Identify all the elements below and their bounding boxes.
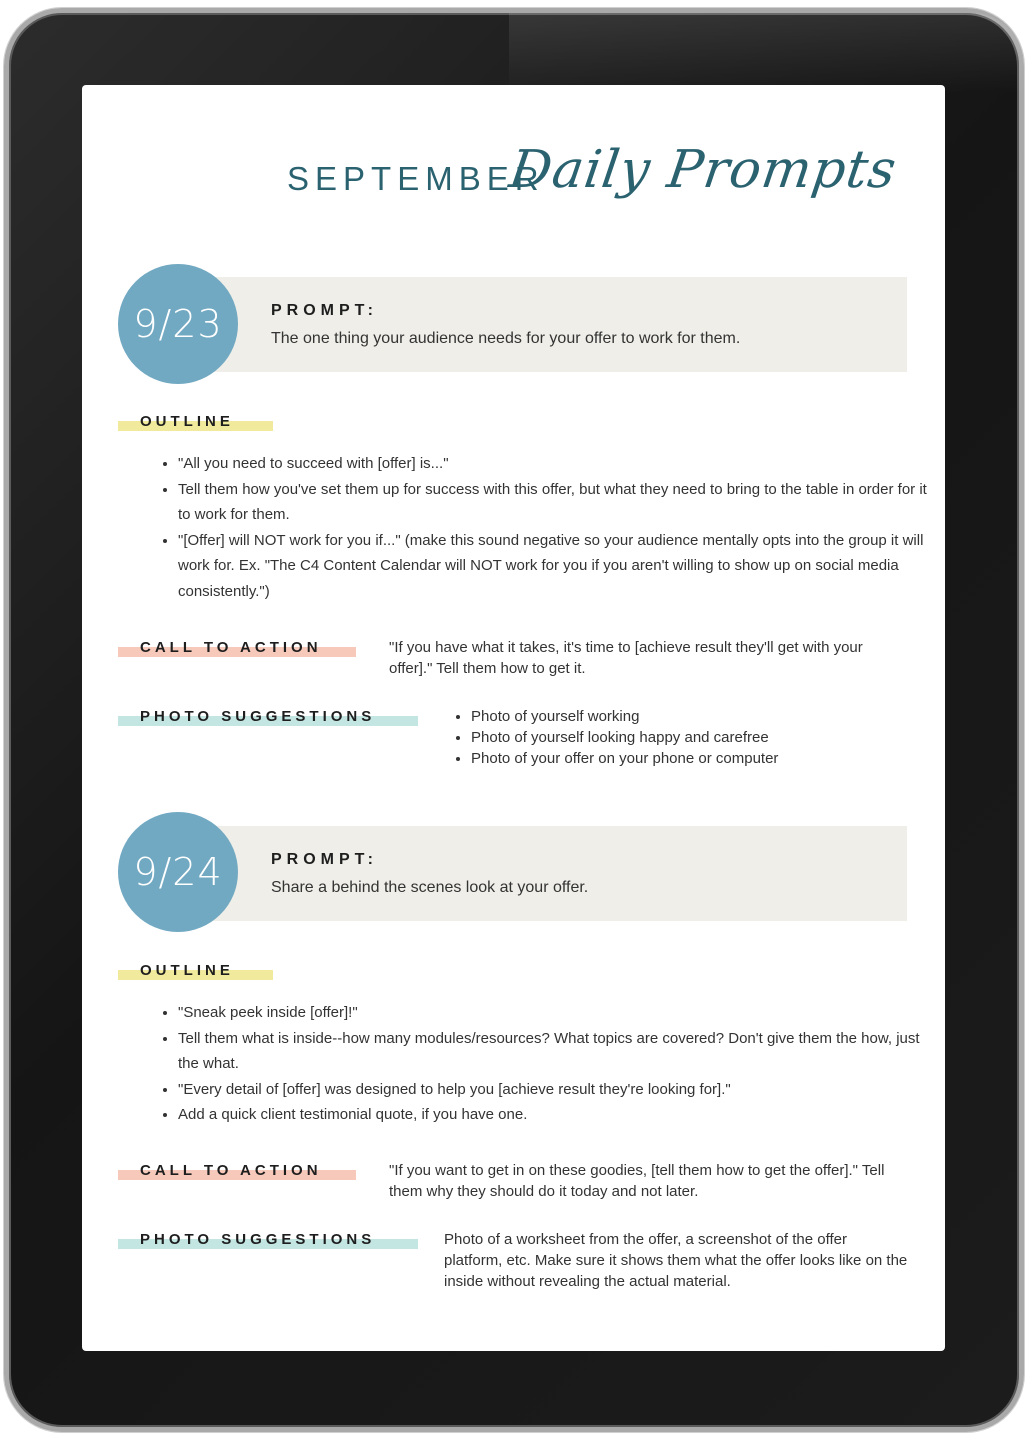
outline-list: [160, 1000, 928, 1128]
prompt-banner-923: [212, 277, 907, 372]
prompt-text: The one thing your audience needs for your offer to work for them.: [271, 330, 741, 347]
list-item: • Tell them what is inside--how many modules/resources? What topics are covered? Don't give them the how, just the what.: [178, 1026, 928, 1077]
title-month: SEPTEMBER: [287, 160, 545, 197]
cta-heading: CALL TO ACTION: [118, 637, 356, 659]
prompt-label: PROMPT:: [271, 302, 378, 319]
list-item: • "[Offer] will NOT work for you if..." (make this sound negative so your audience mentally opts into the group it will work for. Ex. "The C4 Content Calendar will NOT work for you if you aren't willing to show up on social media consistently."): [178, 528, 928, 605]
list-item: • Photo of yourself working: [471, 706, 778, 727]
list-item: • Photo of yourself looking happy and carefree: [471, 727, 778, 748]
list-item: • "Every detail of [offer] was designed to help you [achieve result they're looking for].": [178, 1077, 928, 1103]
outline-list: [160, 451, 928, 604]
cta-heading: CALL TO ACTION: [118, 1160, 356, 1182]
photo-heading: PHOTO SUGGESTIONS: [118, 1229, 418, 1251]
prompt-banner-924: [212, 826, 907, 921]
cta-text: "If you want to get in on these goodies, [tell them how to get the offer]." Tell them why they should do it today and not later.: [389, 1162, 885, 1200]
photo-text: Photo of a worksheet from the offer, a screenshot of the offer platform, etc. Make sure it shows them what the offer looks like on the inside without revealing the actual material.: [444, 1231, 908, 1290]
prompt-text: Share a behind the scenes look at your offer.: [271, 879, 589, 896]
title-script: Daily Prompts: [505, 140, 901, 200]
outline-heading: OUTLINE: [118, 411, 273, 433]
prompt-label: PROMPT:: [271, 851, 378, 868]
tablet-glare: [509, 13, 1024, 93]
photo-list: [453, 706, 778, 769]
list-item: • Add a quick client testimonial quote, if you have one.: [178, 1102, 928, 1128]
date-circle-924: 9/24: [118, 812, 238, 932]
list-item: • "All you need to succeed with [offer] is...": [178, 451, 928, 477]
outline-heading: OUTLINE: [118, 960, 273, 982]
date-circle-923: 9/23: [118, 264, 238, 384]
photo-heading: PHOTO SUGGESTIONS: [118, 706, 418, 728]
document-page: [82, 85, 945, 1351]
cta-text: "If you have what it takes, it's time to [achieve result they'll get with your offer]." Tell them how to get it.: [389, 639, 863, 677]
page-title: [82, 140, 945, 230]
list-item: • Tell them how you've set them up for success with this offer, but what they need to bring to the table in order for it to work for them.: [178, 477, 928, 528]
list-item: • "Sneak peek inside [offer]!": [178, 1000, 928, 1026]
list-item: • Photo of your offer on your phone or computer: [471, 748, 778, 769]
